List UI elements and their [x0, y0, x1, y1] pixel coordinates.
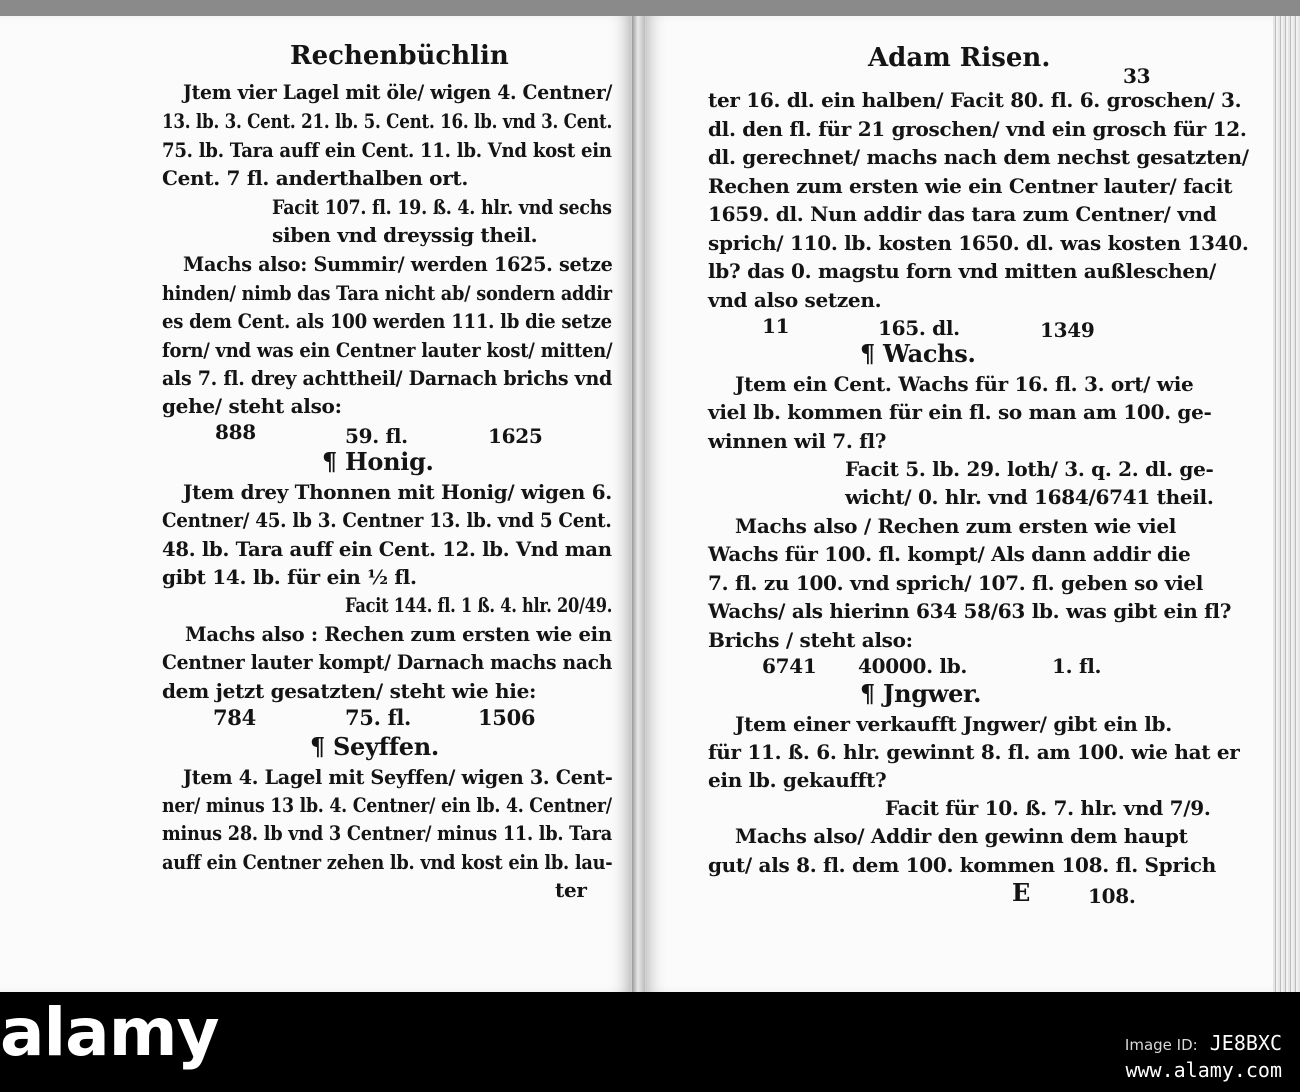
text-line: ner/ minus 13 lb. 4. Centner/ ein lb. 4. Centner/ [162, 793, 612, 817]
text-line: Machs also: Summir/ werden 1625. setze [183, 252, 613, 276]
text-line: für 11. ß. 6. hlr. gewinnt 8. fl. am 100. wie hat er [708, 740, 1240, 764]
text-line: vnd also setzen. [708, 288, 882, 312]
text-line: gehe/ steht also: [162, 394, 342, 418]
text-line: Jtem vier Lagel mit öle/ wigen 4. Centner/ [183, 80, 613, 104]
text-line: Wachs für 100. fl. kompt/ Als dann addir die [708, 542, 1191, 566]
table-cell: 1. fl. [1052, 654, 1102, 678]
text-line: es dem Cent. als 100 werden 111. lb die setze [162, 309, 612, 333]
section-heading: ¶ Jngwer. [860, 679, 982, 708]
section-heading: ¶ Wachs. [860, 339, 976, 368]
left-running-head: Rechenbüchlin [290, 41, 509, 71]
table-cell: 165. dl. [878, 316, 960, 340]
facit-line: Facit 5. lb. 29. loth/ 3. q. 2. dl. ge- [845, 457, 1214, 481]
text-line: Machs also / Rechen zum ersten wie viel [735, 514, 1177, 538]
section-heading: ¶ Seyffen. [310, 732, 439, 761]
text-line: sprich/ 110. lb. kosten 1650. dl. was kosten 1340. [708, 231, 1249, 255]
text-line: Jtem drey Thonnen mit Honig/ wigen 6. [183, 480, 612, 504]
text-line: gut/ als 8. fl. dem 100. kommen 108. fl. Sprich [708, 853, 1217, 877]
text-line: minus 28. lb vnd 3 Centner/ minus 11. lb. Tara [162, 821, 612, 845]
text-line: Machs also : Rechen zum ersten wie ein [185, 622, 612, 646]
table-cell: 6741 [762, 654, 817, 678]
text-line: Centner lauter kompt/ Darnach machs nach [162, 650, 613, 674]
table-cell: 784 [213, 705, 256, 730]
text-line: auff ein Centner zehen lb. vnd kost ein lb. lau- [162, 850, 613, 874]
text-line: 7. fl. zu 100. vnd sprich/ 107. fl. geben so viel [708, 571, 1204, 595]
facit-line: siben vnd dreyssig theil. [272, 223, 538, 247]
text-line: winnen wil 7. fl? [708, 429, 887, 453]
facit-line: Facit 107. fl. 19. ß. 4. hlr. vnd sechs [272, 195, 612, 219]
text-line: Jtem ein Cent. Wachs für 16. fl. 3. ort/ wie [735, 372, 1194, 396]
site-url: www.alamy.com [1125, 1058, 1282, 1082]
text-line: Rechen zum ersten wie ein Centner lauter/ facit [708, 174, 1233, 198]
text-line: Machs also/ Addir den gewinn dem haupt [735, 824, 1188, 848]
text-line: viel lb. kommen für ein fl. so man am 100. ge- [708, 400, 1212, 424]
top-band [0, 0, 1300, 16]
table-cell: 40000. lb. [858, 654, 968, 678]
text-line: Centner/ 45. lb 3. Centner 13. lb. vnd 5 Cent. [162, 508, 612, 532]
text-line: Jtem 4. Lagel mit Seyffen/ wigen 3. Cent- [183, 765, 613, 789]
text-line: dl. gerechnet/ machs nach dem nechst gesatzten/ [708, 145, 1249, 169]
catchword: ter [555, 878, 587, 902]
catchword: 108. [1088, 884, 1136, 908]
facit-line: Facit für 10. ß. 7. hlr. vnd 7/9. [885, 796, 1211, 820]
brand-logo: alamy [0, 994, 219, 1071]
text-line: Wachs/ als hierinn 634 58/63 lb. was gibt ein fl? [708, 599, 1232, 623]
image-info [1125, 1030, 1282, 1084]
image-id: JE8BXC [1209, 1031, 1282, 1055]
text-line: als 7. fl. drey achttheil/ Darnach brichs vnd [162, 366, 613, 390]
text-line: gibt 14. lb. für ein ½ fl. [162, 565, 417, 589]
table-cell: 888 [215, 420, 256, 444]
table-cell: 75. fl. [345, 705, 412, 730]
book-gutter [632, 16, 645, 992]
text-line: 13. lb. 3. Cent. 21. lb. 5. Cent. 16. lb. vnd 3. Cent. [162, 109, 613, 133]
text-line: Cent. 7 fl. anderthalben ort. [162, 166, 469, 190]
table-cell: 1349 [1040, 318, 1095, 342]
table-cell: 59. fl. [345, 424, 408, 448]
text-line: forn/ vnd was ein Centner lauter kost/ mitten/ [162, 338, 613, 362]
table-cell: 1506 [478, 705, 536, 730]
table-cell: 1625 [488, 424, 543, 448]
text-line: ter 16. dl. ein halben/ Facit 80. fl. 6. groschen/ 3. [708, 88, 1242, 112]
facit-line: wicht/ 0. hlr. vnd 1684/6741 theil. [845, 485, 1214, 509]
text-line: 1659. dl. Nun addir das tara zum Centner/ vnd [708, 202, 1217, 226]
text-line: Brichs / steht also: [708, 628, 913, 652]
table-cell: 11 [762, 314, 790, 338]
page-edges [1273, 16, 1300, 992]
section-heading: ¶ Honig. [322, 447, 434, 476]
text-line: Jtem einer verkaufft Jngwer/ gibt ein lb. [735, 712, 1172, 736]
page-number: 33 [1123, 64, 1151, 88]
text-line: ein lb. gekaufft? [708, 768, 887, 792]
text-line: hinden/ nimb das Tara nicht ab/ sondern addir [162, 281, 612, 305]
text-line: 75. lb. Tara auff ein Cent. 11. lb. Vnd kost ein [162, 138, 612, 162]
text-line: dl. den fl. für 21 groschen/ vnd ein grosch für 12. [708, 117, 1247, 141]
image-id-label: Image ID: [1124, 1036, 1198, 1054]
text-line: lb? das 0. magstu forn vnd mitten außleschen/ [708, 259, 1217, 283]
facit-line: Facit 144. fl. 1 ß. 4. hlr. 20/49. [345, 593, 613, 617]
text-line: 48. lb. Tara auff ein Cent. 12. lb. Vnd man [162, 537, 612, 561]
signature-mark: E [1012, 878, 1030, 907]
text-line: dem jetzt gesatzten/ steht wie hie: [162, 679, 537, 703]
right-running-head: Adam Risen. [868, 43, 1051, 73]
